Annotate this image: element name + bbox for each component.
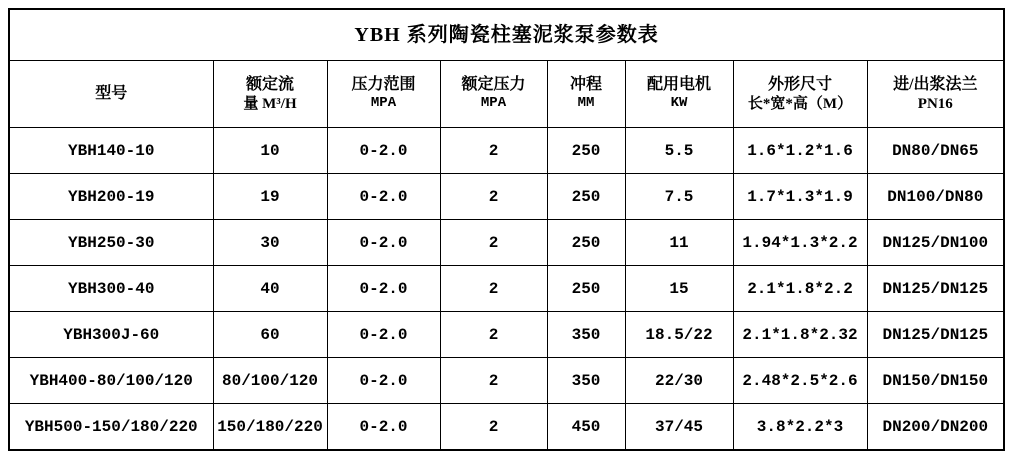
table-row <box>9 404 1004 451</box>
table-row <box>9 174 1004 220</box>
header-stroke-line1: 冲程 <box>569 76 602 94</box>
cell-motor: 15 <box>625 266 733 312</box>
cell-stroke: 250 <box>547 174 625 220</box>
header-rated-flow-line2: 量 M³/H <box>243 95 297 112</box>
table-title-row <box>9 9 1004 61</box>
table-row <box>9 220 1004 266</box>
cell-dimensions: 1.7*1.3*1.9 <box>733 174 867 220</box>
cell-model: YBH300-40 <box>9 266 213 312</box>
cell-flow: 60 <box>213 312 327 358</box>
cell-model: YBH250-30 <box>9 220 213 266</box>
cell-motor: 22/30 <box>625 358 733 404</box>
cell-flange: DN100/DN80 <box>867 174 1004 220</box>
header-motor-line1: 配用电机 <box>646 76 711 94</box>
header-stroke <box>547 61 625 128</box>
cell-pressure-range: 0-2.0 <box>327 128 440 174</box>
cell-rated-pressure: 2 <box>440 220 547 266</box>
header-rated-flow-line1: 额定流 <box>245 75 294 93</box>
cell-rated-pressure: 2 <box>440 312 547 358</box>
cell-rated-pressure: 2 <box>440 404 547 451</box>
header-model-line1: 型号 <box>95 85 128 102</box>
cell-pressure-range: 0-2.0 <box>327 220 440 266</box>
cell-stroke: 450 <box>547 404 625 451</box>
header-pressure-range <box>327 61 440 128</box>
header-rated-pressure <box>440 61 547 128</box>
cell-model: YBH300J-60 <box>9 312 213 358</box>
table-row <box>9 128 1004 174</box>
cell-dimensions: 3.8*2.2*3 <box>733 404 867 451</box>
cell-pressure-range: 0-2.0 <box>327 404 440 451</box>
cell-flange: DN80/DN65 <box>867 128 1004 174</box>
cell-pressure-range: 0-2.0 <box>327 266 440 312</box>
cell-flange: DN125/DN125 <box>867 266 1004 312</box>
table-row <box>9 312 1004 358</box>
cell-stroke: 250 <box>547 128 625 174</box>
cell-model: YBH400-80/100/120 <box>9 358 213 404</box>
cell-stroke: 250 <box>547 266 625 312</box>
cell-flow: 10 <box>213 128 327 174</box>
cell-flange: DN200/DN200 <box>867 404 1004 451</box>
cell-dimensions: 1.6*1.2*1.6 <box>733 128 867 174</box>
cell-flange: DN125/DN100 <box>867 220 1004 266</box>
cell-dimensions: 2.1*1.8*2.32 <box>733 312 867 358</box>
cell-rated-pressure: 2 <box>440 174 547 220</box>
table-title: YBH 系列陶瓷柱塞泥浆泵参数表 <box>9 9 1004 61</box>
header-model <box>9 61 213 128</box>
cell-flow: 150/180/220 <box>213 404 327 451</box>
cell-dimensions: 1.94*1.3*2.2 <box>733 220 867 266</box>
cell-motor: 37/45 <box>625 404 733 451</box>
table-row <box>9 266 1004 312</box>
cell-stroke: 350 <box>547 312 625 358</box>
table-header-row <box>9 61 1004 128</box>
cell-flange: DN150/DN150 <box>867 358 1004 404</box>
header-pressure-range-unit: MPA <box>370 95 397 112</box>
cell-pressure-range: 0-2.0 <box>327 312 440 358</box>
header-pressure-range-line1: 压力范围 <box>351 76 416 94</box>
header-stroke-unit: MM <box>577 95 595 112</box>
header-rated-pressure-unit: MPA <box>480 95 507 112</box>
cell-dimensions: 2.1*1.8*2.2 <box>733 266 867 312</box>
cell-pressure-range: 0-2.0 <box>327 358 440 404</box>
cell-rated-pressure: 2 <box>440 128 547 174</box>
cell-flange: DN125/DN125 <box>867 312 1004 358</box>
cell-flow: 19 <box>213 174 327 220</box>
table-row <box>9 358 1004 404</box>
cell-stroke: 350 <box>547 358 625 404</box>
cell-flow: 30 <box>213 220 327 266</box>
cell-model: YBH200-19 <box>9 174 213 220</box>
header-flange-line2: PN16 <box>917 95 953 112</box>
header-rated-flow <box>213 61 327 128</box>
header-motor <box>625 61 733 128</box>
cell-motor: 7.5 <box>625 174 733 220</box>
table-body <box>9 128 1004 451</box>
cell-stroke: 250 <box>547 220 625 266</box>
cell-rated-pressure: 2 <box>440 358 547 404</box>
cell-motor: 5.5 <box>625 128 733 174</box>
header-motor-unit: KW <box>670 95 688 112</box>
cell-model: YBH140-10 <box>9 128 213 174</box>
header-flange <box>867 61 1004 128</box>
cell-flow: 40 <box>213 266 327 312</box>
cell-motor: 18.5/22 <box>625 312 733 358</box>
header-dimensions-line2: 长*宽*高（M） <box>747 95 853 112</box>
cell-pressure-range: 0-2.0 <box>327 174 440 220</box>
cell-motor: 11 <box>625 220 733 266</box>
cell-model: YBH500-150/180/220 <box>9 404 213 451</box>
header-flange-line1: 进/出浆法兰 <box>893 75 978 93</box>
header-rated-pressure-line1: 额定压力 <box>461 76 526 94</box>
cell-rated-pressure: 2 <box>440 266 547 312</box>
specification-table <box>8 8 1005 451</box>
cell-dimensions: 2.48*2.5*2.6 <box>733 358 867 404</box>
header-dimensions-line1: 外形尺寸 <box>767 75 832 93</box>
cell-flow: 80/100/120 <box>213 358 327 404</box>
header-dimensions <box>733 61 867 128</box>
